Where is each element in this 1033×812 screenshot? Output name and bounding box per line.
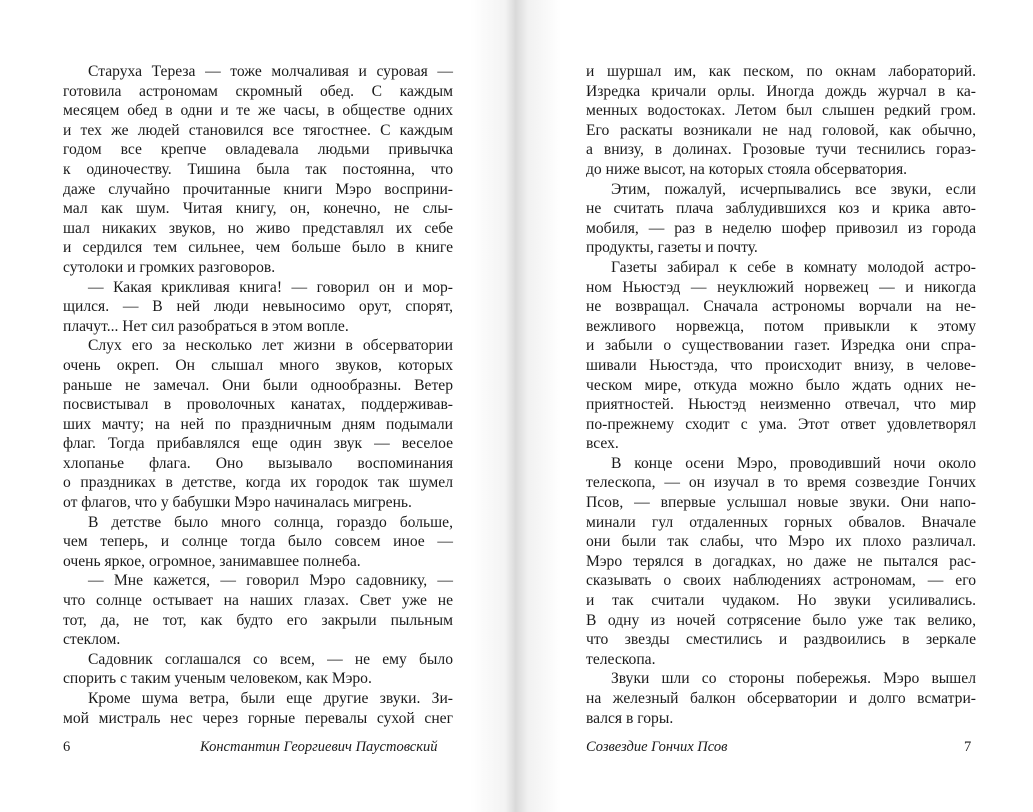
text-line: ших мачту; на ней по праздничным дням подымали	[63, 415, 453, 433]
text-line: и тех же людей становился все тягостнее. С каждым	[63, 121, 453, 139]
text-line: не считать плача заблудившихся коз и крика авто-	[586, 200, 976, 218]
text-line: вался в горы.	[586, 709, 674, 727]
text-line: Его раскаты возникали не над головой, как обычно,	[586, 121, 976, 139]
text-line: менных водостоках. Летом был слышен редкий гром.	[586, 102, 976, 120]
text-line: и так считали чудаком. Но звуки усиливались.	[586, 592, 976, 610]
text-line: даже случайно прочитанные книги Мэро восприни-	[63, 180, 453, 198]
text-line: очень окреп. Он слышал много звуков, которых	[63, 356, 453, 374]
text-line: Звуки шли со стороны побережья. Мэро вышел	[611, 670, 976, 688]
text-line: плачут... Нет сил разобраться в этом вопле.	[63, 317, 349, 335]
text-line: к одиночеству. Тишина была так постоянна, что	[63, 160, 453, 178]
text-line: на железный балкон обсерватории и долго всматри-	[586, 690, 976, 707]
text-line: — Мне кажется, — говорил Мэро садовнику, —	[88, 572, 453, 590]
text-line: — Какая крикливая книга! — говорил он и мор-	[88, 278, 453, 296]
text-line: хлопанье флага. Оно вызывало воспоминания	[63, 454, 453, 472]
text-line: ческом мире, откуда можно было ждать одних не-	[586, 376, 976, 394]
text-line: посвистывал в проволочных канатах, поддерживав-	[63, 396, 453, 414]
text-line: ном Ньюстэд — неуклюжий норвежец — и никогда	[586, 278, 976, 296]
right-page-number: 7	[964, 739, 972, 755]
text-line: продукты, газеты и почту.	[586, 239, 758, 257]
left-page-body	[63, 62, 453, 728]
text-line: и шуршал им, как песком, по окнам лабораторий.	[586, 63, 976, 80]
text-line: Мэро терялся в догадках, но даже не пытался рас-	[586, 552, 976, 570]
text-line: В детстве было много солнца, гораздо больше,	[88, 513, 453, 531]
text-line: Этим, пожалуй, исчерпывались все звуки, если	[611, 180, 976, 198]
text-line: о праздниках в детстве, когда их городок так шумел	[63, 474, 453, 492]
left-page	[0, 0, 516, 812]
text-line: от флагов, что у бабушки Мэро начиналась мигрень.	[63, 494, 412, 512]
text-line: и забыли о существовании газет. Изредка они спра-	[586, 337, 976, 355]
text-line: приятностей. Ньюстэд неизменно отвечал, что мир	[586, 396, 976, 414]
text-line: Изредка кричали орлы. Иногда дождь журчал в ка-	[586, 82, 976, 100]
text-line: они были так слабы, что Мэро их плохо различал.	[586, 533, 976, 551]
left-running-title: Константин Георгиевич Паустовский	[200, 739, 438, 755]
text-line: что звезды сместились и раздвоились в зеркале	[586, 631, 976, 649]
text-line: шивали Ньюстэда, что происходит внизу, в челове-	[586, 356, 976, 374]
right-running-title: Созвездие Гончих Псов	[586, 739, 728, 755]
text-line: мой мистраль нес через горные перевалы сухой снег	[63, 709, 453, 727]
right-page-body	[586, 62, 976, 728]
text-line: вежливого норвежца, потом привыкли к этому	[586, 317, 976, 335]
text-line: тот, да, не тот, как будто его закрыли пыльным	[63, 611, 453, 629]
text-line: щился. — В ней люди невыносимо орут, спорят,	[63, 298, 453, 316]
text-line: телескопа.	[586, 650, 656, 668]
text-line: мобиля, — раз в неделю шофер привозил из города	[586, 219, 976, 237]
right-page	[516, 0, 1033, 812]
text-line: не возвращал. Сначала астрономы ворчали на не-	[586, 298, 976, 316]
text-line: сутолоки и громких разговоров.	[63, 258, 276, 276]
text-line: спорить с таким ученым человеком, как Мэро.	[63, 670, 372, 688]
text-line: и сердился тем сильнее, чем больше было в книге	[63, 239, 453, 257]
text-line: до ниже высот, на которых стояла обсерватория.	[586, 160, 908, 178]
text-line: очень яркое, огромное, занимавшее полнеба.	[63, 552, 361, 570]
text-line: В одну из ночей сотрясение было уже так велико,	[586, 611, 976, 629]
text-line: стеклом.	[63, 631, 121, 649]
text-line: всех.	[586, 435, 619, 453]
text-line: раньше не замечал. Они были однообразны. Ветер	[63, 376, 453, 394]
text-line: Псов, — впервые услышал новые звуки. Они напо-	[586, 494, 976, 512]
text-line: по-прежнему сходит с ума. Этот ответ удовлетворял	[586, 415, 976, 433]
text-line: флаг. Тогда прибавлялся еще один звук — веселое	[63, 435, 453, 453]
text-line: Слух его за несколько лет жизни в обсерватории	[88, 337, 453, 355]
text-line: мал как шум. Читая книгу, он, конечно, не слы-	[63, 200, 453, 218]
text-line: годом все крепче овладевала людьми привычка	[63, 141, 453, 159]
text-line: Старуха Тереза — тоже молчаливая и суровая —	[88, 63, 453, 80]
text-line: месяцем обед в одни и те же часы, в обществе одних	[63, 102, 453, 120]
text-line: а внизу, в долинах. Грозовые тучи теснились гораз-	[586, 141, 976, 159]
text-line: Кроме шума ветра, были еще другие звуки. Зи-	[88, 690, 453, 707]
text-line: Газеты забирал к себе в комнату молодой астро-	[611, 258, 976, 276]
text-line: В конце осени Мэро, проводивший ночи около	[611, 454, 976, 472]
text-line: что солнце остывает на наших глазах. Свет уже не	[63, 592, 453, 610]
text-line: сказывать о своих наблюдениях астрономам, — его	[586, 572, 976, 590]
text-line: минали гул отдаленных горных обвалов. Вначале	[586, 513, 976, 531]
text-line: чем теперь, и солнце тогда было совсем иное —	[63, 533, 453, 551]
text-line: телескопа, — он изучал в то время созвездие Гончих	[586, 474, 976, 492]
text-line: Садовник соглашался со всем, — не ему было	[88, 650, 453, 668]
left-page-number: 6	[63, 739, 71, 755]
text-line: готовила астрономам скромный обед. С каждым	[63, 82, 453, 100]
text-line: шал никаких звуков, но живо представлял их себе	[63, 219, 453, 237]
